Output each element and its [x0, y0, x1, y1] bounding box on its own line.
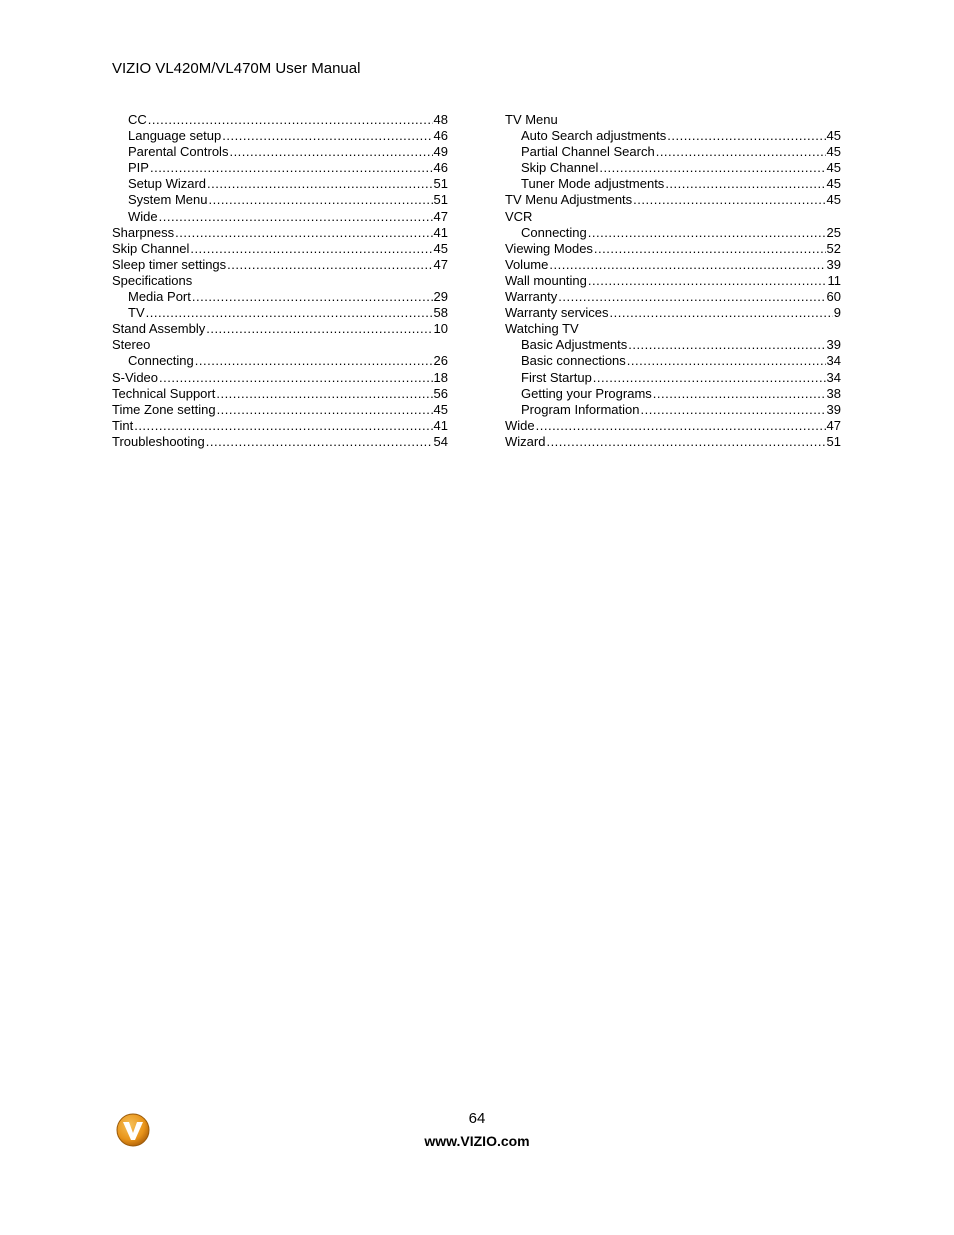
- index-entry: [112, 192, 448, 208]
- dot-leader: [633, 192, 825, 208]
- index-entry-label: Warranty: [505, 289, 558, 305]
- index-entry-label: Tuner Mode adjustments: [521, 176, 665, 192]
- index-entry: [112, 321, 448, 337]
- index-entry-page: 25: [826, 224, 841, 240]
- dot-leader: [588, 273, 827, 289]
- dot-leader: [594, 241, 826, 257]
- index-entry-label: Specifications: [112, 272, 193, 288]
- index-entry-page: 56: [433, 385, 448, 401]
- index-entry-page: 46: [433, 160, 448, 176]
- index-entry-page: 41: [433, 224, 448, 240]
- index-entry: [505, 241, 841, 257]
- index-entry-page: 58: [433, 305, 448, 321]
- index-entry-page: 45: [826, 176, 841, 192]
- index-entry: [112, 257, 448, 273]
- index-entry-page: 51: [433, 176, 448, 192]
- index-entry: [505, 337, 841, 353]
- index-entry: [505, 402, 841, 418]
- index-entry: [112, 273, 448, 289]
- index-entry-label: Sharpness: [112, 224, 175, 240]
- index-entry-label: Program Information: [521, 401, 640, 417]
- index-entry: [505, 305, 841, 321]
- dot-leader: [665, 176, 825, 192]
- dot-leader: [192, 289, 433, 305]
- index-entry: [112, 144, 448, 160]
- dot-leader: [222, 128, 432, 144]
- index-entry: [112, 305, 448, 321]
- index-entry-label: Auto Search adjustments: [521, 128, 667, 144]
- dot-leader: [217, 402, 433, 418]
- index-entry-label: S-Video: [112, 369, 159, 385]
- index-entry-label: PIP: [128, 160, 149, 176]
- index-entry-label: Connecting: [128, 353, 194, 369]
- index-entry-label: Wide: [505, 417, 535, 433]
- index-entry: [112, 337, 448, 353]
- index-entry-page: 39: [826, 256, 841, 272]
- index-entry-label: CC: [128, 112, 147, 127]
- index-entry: [505, 176, 841, 192]
- dot-leader: [159, 209, 433, 225]
- index-entry-label: Wizard: [505, 433, 546, 449]
- index-entry-page: 51: [433, 192, 448, 208]
- index-entry-label: Basic connections: [521, 353, 626, 369]
- page-number: 64: [468, 1110, 486, 1127]
- index-entry: [505, 160, 841, 176]
- index-entry: [505, 209, 841, 225]
- dot-leader: [599, 160, 825, 176]
- dot-leader: [588, 225, 826, 241]
- dot-leader: [227, 257, 432, 273]
- dot-leader: [628, 337, 825, 353]
- index-entry: [112, 418, 448, 434]
- dot-leader: [610, 305, 833, 321]
- dot-leader: [536, 418, 826, 434]
- index-entry-label: System Menu: [128, 192, 208, 208]
- manual-title: VIZIO VL420M/VL470M User Manual: [112, 60, 361, 77]
- index-entry-label: Getting your Programs: [521, 385, 652, 401]
- index-entry: [112, 241, 448, 257]
- index-entry-label: Stereo: [112, 337, 151, 353]
- index-entry-label: Watching TV: [505, 321, 579, 337]
- index-entry-page: 45: [826, 160, 841, 176]
- dot-leader: [656, 144, 826, 160]
- dot-leader: [146, 305, 433, 321]
- index-entry-label: Tint: [112, 417, 134, 433]
- dot-leader: [593, 370, 826, 386]
- index-entry: [505, 128, 841, 144]
- index-entry-page: 29: [433, 289, 448, 305]
- index-entry: [112, 402, 448, 418]
- index-entry-label: Skip Channel: [112, 240, 190, 256]
- dot-leader: [641, 402, 826, 418]
- index-entry: [112, 386, 448, 402]
- index-entry-page: 45: [826, 192, 841, 208]
- index-entry-label: First Startup: [521, 369, 592, 385]
- index-entry-label: Wall mounting: [505, 272, 587, 288]
- index-entry-page: 51: [826, 433, 841, 449]
- index-entry-page: 39: [826, 401, 841, 417]
- index-entry-page: 47: [826, 417, 841, 433]
- index-entry: [112, 160, 448, 176]
- index-entry-label: TV Menu: [505, 112, 558, 127]
- index-entry-page: 39: [826, 337, 841, 353]
- index-entry-page: 26: [433, 353, 448, 369]
- dot-leader: [190, 241, 432, 257]
- index-entry-label: Time Zone setting: [112, 401, 216, 417]
- index-entry-page: 45: [433, 401, 448, 417]
- dot-leader: [229, 144, 432, 160]
- index-entry-page: 48: [433, 112, 448, 127]
- dot-leader: [667, 128, 825, 144]
- index-entry-page: 34: [826, 353, 841, 369]
- dot-leader: [627, 353, 826, 369]
- index-entry: [112, 353, 448, 369]
- index-entry: [505, 273, 841, 289]
- dot-leader: [195, 353, 433, 369]
- index-entry: [112, 209, 448, 225]
- index-entry-label: Technical Support: [112, 385, 216, 401]
- index-entry: [505, 434, 841, 450]
- dot-leader: [206, 321, 432, 337]
- index-column-right: [505, 112, 841, 450]
- index-entry-label: Connecting: [521, 224, 587, 240]
- index-entry-label: Viewing Modes: [505, 240, 593, 256]
- index-entry: [505, 321, 841, 337]
- footer-url: www.VIZIO.com: [424, 1133, 530, 1149]
- index-entry-label: Warranty services: [505, 305, 609, 321]
- dot-leader: [206, 434, 433, 450]
- index-entry-label: Setup Wizard: [128, 176, 207, 192]
- index-entry-label: Parental Controls: [128, 144, 229, 160]
- index-entry-page: 11: [827, 272, 841, 288]
- dot-leader: [207, 176, 432, 192]
- index-entry-label: Basic Adjustments: [521, 337, 628, 353]
- index-entry-label: TV: [128, 305, 145, 321]
- dot-leader: [208, 192, 432, 208]
- index-entry: [112, 370, 448, 386]
- index-entry-page: 49: [433, 144, 448, 160]
- index-entry-label: Wide: [128, 208, 158, 224]
- index-entry-page: 18: [433, 369, 448, 385]
- index-entry-label: Stand Assembly: [112, 321, 206, 337]
- index-entry: [112, 434, 448, 450]
- index-entry-page: 45: [433, 240, 448, 256]
- dot-leader: [175, 225, 432, 241]
- dot-leader: [134, 418, 432, 434]
- index-entry-page: 54: [433, 433, 448, 449]
- index-entry: [505, 112, 841, 128]
- index-entry: [112, 112, 448, 128]
- index-entry-page: 41: [433, 417, 448, 433]
- index-entry-page: 34: [826, 369, 841, 385]
- index-entry-page: 45: [826, 144, 841, 160]
- index-entry: [505, 144, 841, 160]
- index-entry: [112, 225, 448, 241]
- index-column-left: [112, 112, 448, 450]
- index-entry-page: 46: [433, 128, 448, 144]
- dot-leader: [150, 160, 433, 176]
- index-entry-page: 45: [826, 128, 841, 144]
- index-entry: [112, 289, 448, 305]
- dot-leader: [216, 386, 432, 402]
- index-entry-page: 47: [433, 208, 448, 224]
- index-entry-page: 9: [833, 305, 841, 321]
- index-entry-label: Volume: [505, 256, 549, 272]
- index-entry-label: Media Port: [128, 289, 191, 305]
- index-entry-label: Partial Channel Search: [521, 144, 655, 160]
- index-entry-label: Troubleshooting: [112, 433, 205, 449]
- dot-leader: [653, 386, 826, 402]
- index-entry: [505, 289, 841, 305]
- index-entry: [505, 225, 841, 241]
- index-entry-label: Skip Channel: [521, 160, 599, 176]
- dot-leader: [558, 289, 825, 305]
- index-entry-page: 52: [826, 240, 841, 256]
- index-entry: [505, 386, 841, 402]
- index-entry-label: VCR: [505, 208, 533, 224]
- index-entry: [112, 176, 448, 192]
- index-entry: [505, 353, 841, 369]
- index-entry-page: 38: [826, 385, 841, 401]
- dot-leader: [159, 370, 433, 386]
- index-entry-label: Language setup: [128, 128, 222, 144]
- index-entry: [505, 370, 841, 386]
- index-entry-label: Sleep timer settings: [112, 256, 227, 272]
- index-entry-label: TV Menu Adjustments: [505, 192, 633, 208]
- index-entry: [505, 192, 841, 208]
- index-entry-page: 47: [433, 256, 448, 272]
- dot-leader: [148, 112, 433, 128]
- dot-leader: [546, 434, 825, 450]
- index-entry-page: 60: [826, 289, 841, 305]
- dot-leader: [549, 257, 825, 273]
- index-entry: [505, 418, 841, 434]
- index-entry: [505, 257, 841, 273]
- index-entry: [112, 128, 448, 144]
- index-entry-page: 10: [433, 321, 448, 337]
